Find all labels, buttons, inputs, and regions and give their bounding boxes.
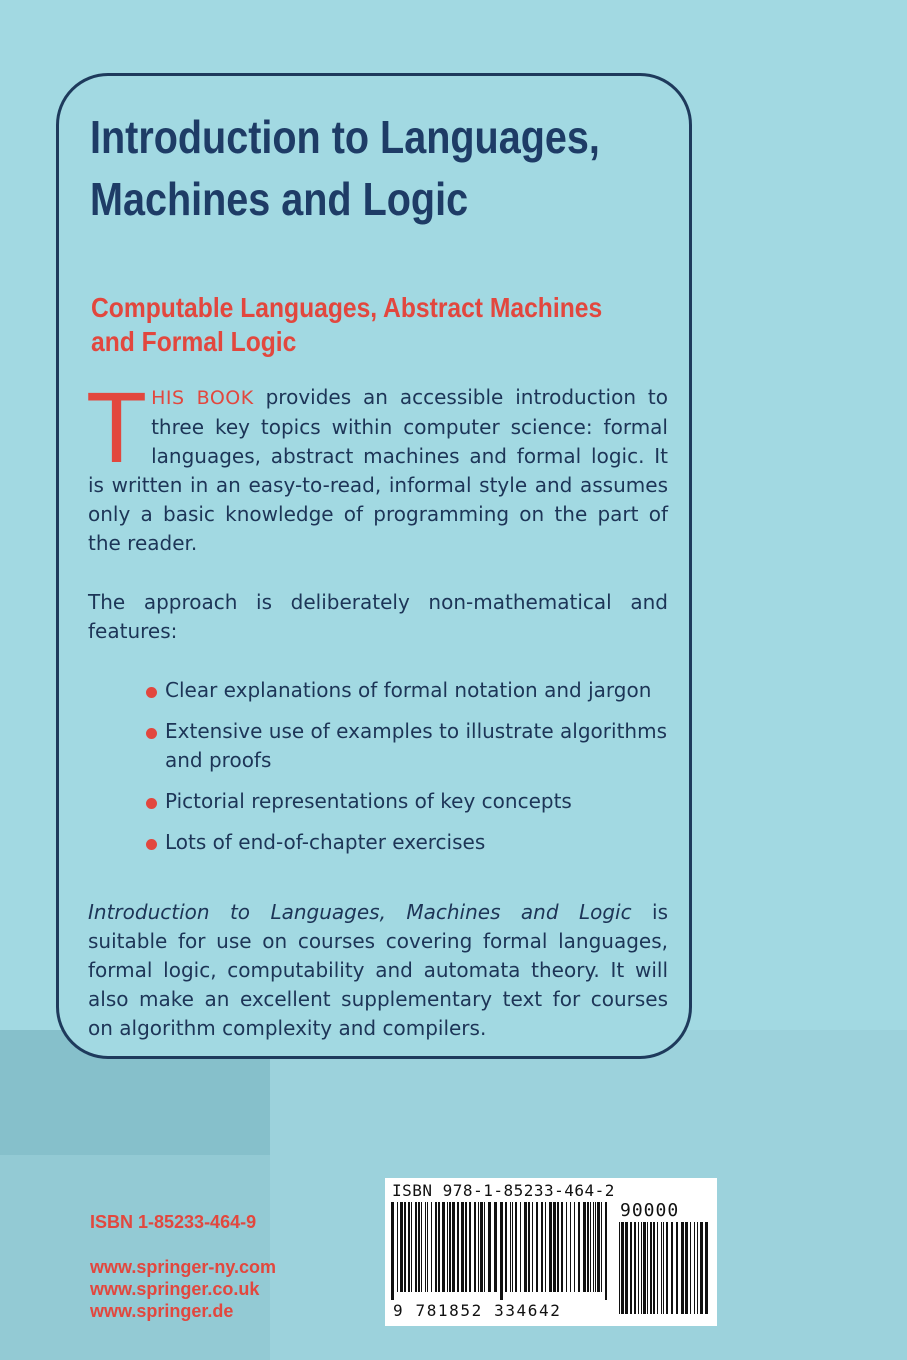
barcode-bar: [484, 1202, 485, 1292]
closing-text: is suitable for use on courses covering formal languages, formal logic, computability and automata theory. It will also make an excellent supplementary text for courses on algorithm complexity and compilers.: [88, 900, 668, 1040]
barcode-addon-bars: [619, 1222, 709, 1322]
barcode-bar: [465, 1202, 467, 1292]
barcode-bar: [488, 1202, 491, 1292]
barcode-digits: 9 781852 334642: [393, 1301, 562, 1320]
barcode-bar: [619, 1222, 620, 1314]
barcode: [385, 1178, 717, 1326]
barcode-bar: [578, 1202, 580, 1292]
barcode-bar: [515, 1202, 517, 1292]
barcode-bar: [438, 1202, 440, 1292]
barcode-bar: [634, 1222, 636, 1314]
barcode-bar: [541, 1202, 543, 1292]
barcode-bar: [671, 1222, 673, 1314]
intro-smallcaps: HIS BOOK: [151, 387, 254, 409]
bullet-icon: [146, 839, 157, 850]
barcode-bar: [685, 1222, 688, 1314]
barcode-bar: [510, 1202, 511, 1292]
barcode-bar: [570, 1202, 571, 1292]
barcode-bar: [408, 1202, 410, 1292]
barcode-bar: [590, 1202, 591, 1292]
barcode-bar: [391, 1202, 394, 1300]
barcode-bar: [404, 1202, 406, 1292]
barcode-bar: [647, 1222, 648, 1314]
barcode-bar: [452, 1202, 455, 1292]
barcode-bar: [400, 1202, 403, 1292]
barcode-bar: [461, 1202, 464, 1292]
barcode-bar: [512, 1202, 513, 1292]
url-link[interactable]: www.springer-ny.com: [90, 1257, 277, 1277]
barcode-bar: [427, 1202, 428, 1292]
book-subtitle: Computable Languages, Abstract Machines and Formal Logic: [91, 292, 603, 357]
barcode-bar: [700, 1222, 703, 1314]
isbn-label: ISBN 1-85233-464-9: [90, 1212, 257, 1232]
barcode-bar: [697, 1222, 698, 1314]
list-item: Extensive use of examples to illustrate algorithms and proofs: [143, 717, 683, 775]
barcode-bar: [574, 1202, 575, 1292]
list-item: Pictorial representations of key concepts: [143, 787, 683, 816]
list-item: Clear explanations of formal notation and jargon: [143, 676, 683, 705]
barcode-bar: [676, 1222, 678, 1314]
barcode-bars: [391, 1202, 609, 1300]
barcode-bar: [520, 1202, 521, 1292]
barcode-bar: [666, 1222, 668, 1314]
barcode-bar: [415, 1202, 417, 1292]
bullet-icon: [146, 728, 157, 739]
dropcap-letter: T: [86, 372, 148, 484]
barcode-bar: [494, 1202, 497, 1292]
barcode-bar: [681, 1222, 684, 1314]
barcode-bar: [595, 1202, 596, 1292]
barcode-bar: [545, 1202, 546, 1292]
barcode-bar: [621, 1222, 624, 1314]
barcode-bar: [583, 1202, 586, 1292]
barcode-bar: [431, 1202, 432, 1292]
barcode-bar: [397, 1202, 398, 1292]
publisher-urls: [90, 1256, 276, 1322]
url-link[interactable]: www.springer.de: [90, 1301, 234, 1321]
barcode-bar: [411, 1202, 412, 1292]
barcode-bar: [524, 1202, 527, 1292]
intro-text: provides an accessible introduction to three key topics within computer science: formal languages, abstract machines and formal logic. It is written in an easy-to-read, informal style and assumes only a basic knowledge of programming on the part of the reader.: [88, 385, 668, 555]
barcode-bar: [690, 1222, 691, 1314]
bullet-icon: [146, 798, 157, 809]
barcode-bar: [650, 1222, 652, 1314]
barcode-bar: [557, 1202, 559, 1292]
barcode-bar: [553, 1202, 556, 1292]
barcode-bar: [500, 1202, 503, 1300]
barcode-bar: [457, 1202, 459, 1292]
barcode-bar: [449, 1202, 451, 1292]
closing-paragraph: [88, 898, 668, 1043]
barcode-bar: [505, 1202, 507, 1292]
barcode-bar: [597, 1202, 600, 1292]
closing-title-italic: Introduction to Languages, Machines and Logic: [88, 900, 632, 924]
barcode-bar: [625, 1222, 628, 1314]
barcode-bar: [653, 1222, 655, 1314]
barcode-bar: [478, 1202, 479, 1292]
intro-paragraph: [86, 372, 668, 558]
barcode-bar: [480, 1202, 483, 1292]
barcode-bar: [641, 1222, 642, 1314]
barcode-bar: [643, 1222, 646, 1314]
barcode-bar: [630, 1222, 632, 1314]
barcode-bar: [425, 1202, 426, 1292]
barcode-bar: [661, 1222, 662, 1314]
barcode-bar: [694, 1222, 695, 1314]
barcode-bar: [421, 1202, 422, 1292]
barcode-bar: [593, 1202, 594, 1292]
barcode-bar: [435, 1202, 437, 1292]
barcode-bar: [561, 1202, 563, 1292]
bullet-icon: [146, 687, 157, 698]
barcode-bar: [532, 1202, 533, 1292]
barcode-bar: [705, 1222, 708, 1314]
list-item: Lots of end-of-chapter exercises: [143, 828, 683, 857]
barcode-bar: [663, 1222, 664, 1314]
barcode-bar: [474, 1202, 476, 1292]
book-title: Introduction to Languages, Machines and Logic: [90, 111, 600, 225]
barcode-bar: [587, 1202, 589, 1292]
barcode-bar: [566, 1202, 567, 1292]
barcode-bar: [605, 1202, 607, 1300]
barcode-bar: [418, 1202, 420, 1292]
barcode-bar: [528, 1202, 530, 1292]
url-link[interactable]: www.springer.co.uk: [90, 1279, 260, 1299]
barcode-bar: [601, 1202, 602, 1292]
barcode-bar: [657, 1222, 658, 1314]
approach-paragraph: The approach is deliberately non-mathematical and features:: [88, 590, 668, 643]
barcode-bar: [469, 1202, 471, 1292]
barcode-isbn-text: ISBN 978-1-85233-464-2: [392, 1181, 615, 1200]
features-list: [143, 676, 683, 869]
barcode-bar: [549, 1202, 552, 1292]
barcode-bar: [447, 1202, 448, 1292]
barcode-bar: [442, 1202, 445, 1292]
barcode-addon-number: 90000: [620, 1200, 680, 1221]
barcode-bar: [638, 1222, 639, 1314]
barcode-bar: [536, 1202, 538, 1292]
